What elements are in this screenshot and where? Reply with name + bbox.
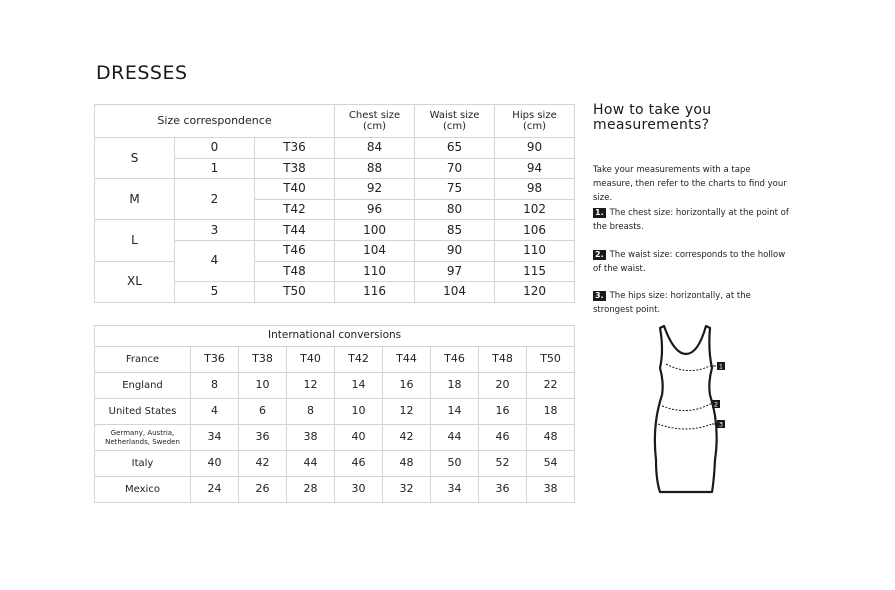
- chest-value: 84: [335, 138, 415, 159]
- chest-value: 96: [335, 199, 415, 220]
- country-name: France: [95, 347, 191, 373]
- conversion-value: 48: [383, 451, 431, 477]
- country-name: Germany, Austria, Netherlands, Sweden: [95, 425, 191, 451]
- conversion-row: [95, 477, 575, 503]
- conversion-row: [95, 373, 575, 399]
- step-text: The hips size: horizontally, at the strongest point.: [593, 291, 751, 315]
- conversion-value: 42: [383, 425, 431, 451]
- t-size: T40: [255, 179, 335, 200]
- chest-value: 110: [335, 261, 415, 282]
- t-size: T48: [255, 261, 335, 282]
- conversion-value: 18: [431, 373, 479, 399]
- conversion-value: 52: [479, 451, 527, 477]
- conversion-value: 38: [527, 477, 575, 503]
- size-correspondence-header: Size correspondence: [95, 105, 335, 138]
- hips-line: [658, 424, 712, 429]
- dress-diagram: [640, 320, 740, 500]
- conversion-value: 22: [527, 373, 575, 399]
- conversion-value: 10: [335, 399, 383, 425]
- letter-size: S: [95, 138, 175, 179]
- country-name: England: [95, 373, 191, 399]
- instructions-heading: How to take you measurements?: [593, 102, 712, 133]
- size-row: [95, 220, 575, 241]
- t-size: T36: [255, 138, 335, 159]
- t-size: T44: [255, 220, 335, 241]
- conversions-title-row: [95, 326, 575, 347]
- hips-value: 98: [495, 179, 575, 200]
- hips-value: 102: [495, 199, 575, 220]
- conversion-value: 20: [479, 373, 527, 399]
- conversion-value: T38: [239, 347, 287, 373]
- chest-value: 88: [335, 158, 415, 179]
- chest-value: 104: [335, 240, 415, 261]
- conversion-value: T48: [479, 347, 527, 373]
- conversion-value: 36: [239, 425, 287, 451]
- waist-value: 80: [415, 199, 495, 220]
- conversion-value: 12: [287, 373, 335, 399]
- numeric-size: 1: [175, 158, 255, 179]
- hips-value: 110: [495, 240, 575, 261]
- conversion-value: T44: [383, 347, 431, 373]
- dress-outline: [655, 326, 717, 492]
- conversion-value: 12: [383, 399, 431, 425]
- conversion-value: 18: [527, 399, 575, 425]
- step-hips: [593, 289, 793, 317]
- conversion-value: 8: [287, 399, 335, 425]
- waist-line: [662, 404, 710, 411]
- page-title: DRESSES: [96, 62, 188, 84]
- chest-line: [666, 364, 710, 371]
- waist-value: 85: [415, 220, 495, 241]
- letter-size: M: [95, 179, 175, 220]
- conversion-value: 46: [479, 425, 527, 451]
- conversion-value: 46: [335, 451, 383, 477]
- numeric-size: 4: [175, 240, 255, 281]
- conversion-value: T42: [335, 347, 383, 373]
- conversion-value: 30: [335, 477, 383, 503]
- conversion-value: 10: [239, 373, 287, 399]
- conversion-value: 34: [431, 477, 479, 503]
- measure-column-header: Chest size (cm): [335, 105, 415, 138]
- measurement-instructions: [593, 102, 793, 315]
- letter-size: XL: [95, 261, 175, 302]
- t-size: T46: [255, 240, 335, 261]
- conversion-value: 40: [191, 451, 239, 477]
- measure-column-header: Waist size (cm): [415, 105, 495, 138]
- step-text: The waist size: corresponds to the hollow of the waist.: [593, 250, 786, 274]
- conversion-value: 24: [191, 477, 239, 503]
- step-text: The chest size: horizontally at the point of the breasts.: [593, 208, 789, 232]
- waist-value: 104: [415, 282, 495, 303]
- conversion-value: 14: [335, 373, 383, 399]
- waist-value: 90: [415, 240, 495, 261]
- conversion-row: [95, 425, 575, 451]
- size-row: [95, 138, 575, 159]
- conversion-value: 28: [287, 477, 335, 503]
- step-number: 3.: [595, 291, 604, 300]
- waist-value: 97: [415, 261, 495, 282]
- conversion-value: 40: [335, 425, 383, 451]
- conversion-value: 26: [239, 477, 287, 503]
- conversion-row: [95, 399, 575, 425]
- waist-value: 65: [415, 138, 495, 159]
- waist-value: 75: [415, 179, 495, 200]
- chest-value: 92: [335, 179, 415, 200]
- conversion-value: 42: [239, 451, 287, 477]
- letter-size: L: [95, 220, 175, 261]
- conversion-value: 14: [431, 399, 479, 425]
- hips-value: 106: [495, 220, 575, 241]
- size-row: [95, 179, 575, 200]
- conversion-value: T50: [527, 347, 575, 373]
- hips-value: 90: [495, 138, 575, 159]
- country-name: Mexico: [95, 477, 191, 503]
- conversion-value: 44: [287, 451, 335, 477]
- conversion-value: 6: [239, 399, 287, 425]
- step-waist: [593, 248, 793, 276]
- measure-column-header: Hips size (cm): [495, 105, 575, 138]
- size-header-row: [95, 105, 575, 138]
- conversions-title: International conversions: [95, 326, 575, 347]
- conversion-value: T40: [287, 347, 335, 373]
- conversion-row: [95, 347, 575, 373]
- hips-value: 115: [495, 261, 575, 282]
- conversion-value: 44: [431, 425, 479, 451]
- conversion-value: 4: [191, 399, 239, 425]
- marker-chest: 1: [718, 362, 724, 371]
- country-name: Italy: [95, 451, 191, 477]
- chest-value: 100: [335, 220, 415, 241]
- marker-waist: 2: [713, 400, 719, 409]
- conversion-value: 34: [191, 425, 239, 451]
- conversion-value: 36: [479, 477, 527, 503]
- conversion-row: [95, 451, 575, 477]
- t-size: T42: [255, 199, 335, 220]
- size-row: [95, 261, 575, 282]
- instructions-intro: Take your measurements with a tape measure, then refer to the charts to find your size.: [593, 165, 787, 203]
- conversion-value: 16: [383, 373, 431, 399]
- hips-value: 120: [495, 282, 575, 303]
- chest-value: 116: [335, 282, 415, 303]
- conversion-value: 50: [431, 451, 479, 477]
- waist-value: 70: [415, 158, 495, 179]
- t-size: T50: [255, 282, 335, 303]
- conversion-value: 48: [527, 425, 575, 451]
- conversion-value: T36: [191, 347, 239, 373]
- international-conversions-table: [94, 325, 575, 503]
- numeric-size: 2: [175, 179, 255, 220]
- numeric-size: 3: [175, 220, 255, 241]
- step-number: 2.: [595, 250, 604, 259]
- hips-value: 94: [495, 158, 575, 179]
- step-number: 1.: [595, 208, 604, 217]
- size-correspondence-table: [94, 104, 575, 303]
- conversion-value: 8: [191, 373, 239, 399]
- numeric-size: 0: [175, 138, 255, 159]
- numeric-size: 5: [175, 282, 255, 303]
- step-chest: [593, 206, 793, 234]
- conversion-value: T46: [431, 347, 479, 373]
- marker-hips: 3: [718, 420, 724, 429]
- conversion-value: 32: [383, 477, 431, 503]
- country-name: United States: [95, 399, 191, 425]
- conversion-value: 16: [479, 399, 527, 425]
- conversion-value: 54: [527, 451, 575, 477]
- t-size: T38: [255, 158, 335, 179]
- conversion-value: 38: [287, 425, 335, 451]
